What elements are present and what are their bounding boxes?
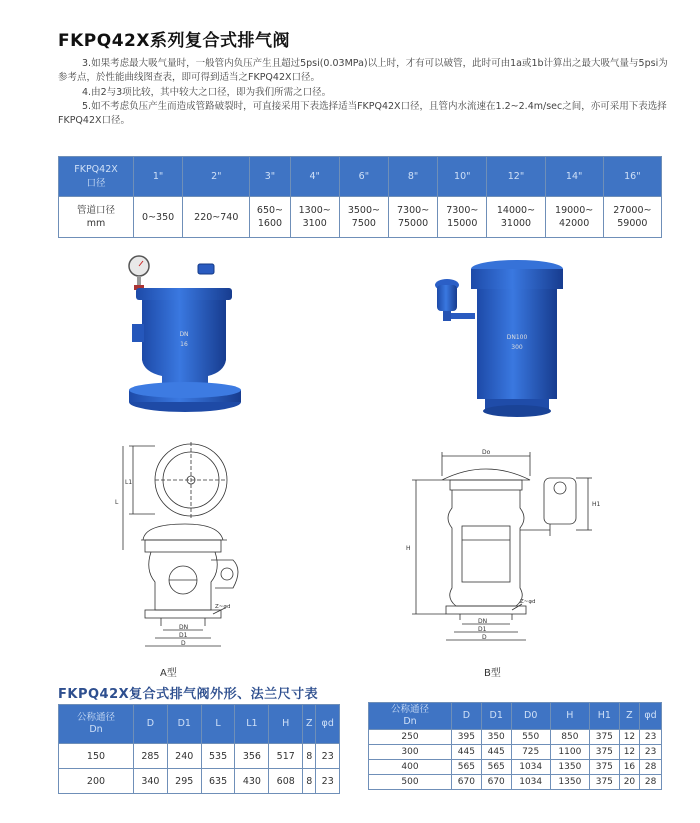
range-line: 0~350 <box>142 211 175 223</box>
table-a-header-cell: Z <box>303 705 316 744</box>
table-cell: 670 <box>481 775 511 790</box>
size-cell: 2" <box>183 157 250 197</box>
table-cell: 300 <box>369 745 452 760</box>
table-b-header-cell: D0 <box>511 703 550 730</box>
table-b-header-cell: φd <box>640 703 662 730</box>
size-table-range-row <box>59 197 662 238</box>
valve-photo-a <box>112 252 252 424</box>
table-b-header-cell <box>369 703 452 730</box>
size-cell: 3" <box>250 157 290 197</box>
range-line: 1600 <box>257 218 283 229</box>
dim-label-z: Z~φd <box>215 604 231 610</box>
range-line: 27000~ <box>613 205 652 216</box>
dim-label-h: H <box>406 545 411 552</box>
range-cell <box>388 197 437 238</box>
table-cell: 340 <box>134 769 168 794</box>
range-line: 59000 <box>617 218 648 229</box>
caption-a: A型 <box>160 668 177 679</box>
table-cell: 670 <box>452 775 482 790</box>
table-cell: 23 <box>316 744 340 769</box>
range-line: 14000~ <box>496 205 536 216</box>
table-cell: 28 <box>640 775 662 790</box>
dim-label-d: D <box>482 634 487 641</box>
valve-photo-b <box>425 255 575 430</box>
header-label-line: FKPQ42X <box>74 164 118 175</box>
header-line: Dn <box>403 716 417 727</box>
range-line: 75000 <box>397 218 429 229</box>
table-cell: 608 <box>269 769 303 794</box>
valve-b-body-text: 300 <box>511 344 523 351</box>
table-b-header-cell: Z <box>619 703 639 730</box>
table-cell: 16 <box>619 760 639 775</box>
dimension-table-a <box>58 704 340 794</box>
caption-b: B型 <box>484 668 501 679</box>
size-selection-table <box>58 156 662 238</box>
table-cell: 285 <box>134 744 168 769</box>
range-line: 650~ <box>256 205 284 216</box>
table-row <box>369 760 662 775</box>
table-b-header-cell: D1 <box>481 703 511 730</box>
table-cell: 8 <box>303 744 316 769</box>
table-a-header-cell: L <box>201 705 235 744</box>
table-b-header-cell: H1 <box>589 703 619 730</box>
range-line: 42000 <box>559 218 590 229</box>
range-cell <box>603 197 661 238</box>
table-cell: 240 <box>167 744 201 769</box>
table-cell: 375 <box>589 775 619 790</box>
table-a-header-cell: L1 <box>235 705 269 744</box>
range-label-line: 管道口径 <box>76 205 115 216</box>
table-cell: 23 <box>640 745 662 760</box>
range-cell <box>339 197 388 238</box>
table-row <box>369 775 662 790</box>
range-label-line: mm <box>86 218 106 229</box>
size-cell: 14" <box>545 157 603 197</box>
table-cell: 1100 <box>550 745 589 760</box>
drawing-b <box>400 448 610 656</box>
range-line: 7300~ <box>397 205 430 216</box>
valve-a-body-text: DN <box>179 331 189 338</box>
header-line: 公称通径 <box>390 704 429 715</box>
table-cell: 535 <box>201 744 235 769</box>
size-table-header-label <box>59 157 134 197</box>
size-cell: 6" <box>339 157 388 197</box>
table-cell: 725 <box>511 745 550 760</box>
table-a-header-cell: D1 <box>167 705 201 744</box>
table-row <box>369 745 662 760</box>
table-cell: 12 <box>619 730 639 745</box>
paragraph-4: 4.由2与3项比较，其中较大之口径，即为我们所需之口径。 <box>82 87 332 98</box>
dim-label-l1: L1 <box>125 479 133 486</box>
table-b-header-cell: D <box>452 703 482 730</box>
dim-label-l: L <box>115 499 119 506</box>
table-cell: 1350 <box>550 775 589 790</box>
table-cell: 356 <box>235 744 269 769</box>
table-cell: 850 <box>550 730 589 745</box>
range-cell <box>438 197 487 238</box>
table-cell: 430 <box>235 769 269 794</box>
dimension-table-b <box>368 702 662 790</box>
range-line: 7300~ <box>446 205 479 216</box>
range-line: 7500 <box>351 218 376 229</box>
table-cell: 445 <box>481 745 511 760</box>
range-cell <box>290 197 339 238</box>
range-cell <box>487 197 545 238</box>
table-cell: 400 <box>369 760 452 775</box>
table-a-header-cell: H <box>269 705 303 744</box>
paragraph-3: 3.如果考虑最大吸气量时，一般管内负压产生且超过5psi(0.03MPa)以上时，才有可以破管，此时可由1a或1b计算出之最大吸气量与5psi为参考点，於性能曲线图查表，即可得到适当之FKPQ42X口径。 <box>58 58 668 83</box>
dim-label-dn: DN <box>179 624 189 631</box>
range-line: 31000 <box>500 218 532 229</box>
range-cell <box>134 197 183 238</box>
size-cell: 12" <box>487 157 545 197</box>
size-table-header-row <box>59 157 662 197</box>
table-cell: 250 <box>369 730 452 745</box>
table-cell: 23 <box>316 769 340 794</box>
table-cell: 1350 <box>550 760 589 775</box>
table-cell: 23 <box>640 730 662 745</box>
paragraph-5: 5.如不考虑负压产生而造成管路破裂时，可直接采用下表选择适当FKPQ42X口径，且管内水流速在1.2~2.4m/sec之间，亦可采用下表选择FKPQ42X口径。 <box>58 101 667 126</box>
range-line: 220~740 <box>194 211 239 223</box>
table-cell: 295 <box>167 769 201 794</box>
dim-label-z: Z~φd <box>520 599 536 605</box>
drawing-a <box>115 440 255 665</box>
size-cell: 4" <box>290 157 339 197</box>
table-cell: 1034 <box>511 760 550 775</box>
dim-label-dn: DN <box>478 618 488 625</box>
dim-label-h1: H1 <box>592 501 601 508</box>
dim-label-d1: D1 <box>478 626 487 633</box>
range-line: 3100 <box>302 218 327 229</box>
size-cell: 10" <box>438 157 487 197</box>
table-cell: 1034 <box>511 775 550 790</box>
dim-label-d1: D1 <box>179 632 188 639</box>
table-a-header-row <box>59 705 340 744</box>
valve-a-body-text: 16 <box>180 341 188 348</box>
range-cell <box>545 197 603 238</box>
valve-b-body-text: DN100 <box>506 334 528 341</box>
range-cell <box>183 197 250 238</box>
table-a-header-cell: D <box>134 705 168 744</box>
dimension-table-title: FKPQ42X复合式排气阀外形、法兰尺寸表 <box>58 687 319 702</box>
table-cell: 28 <box>640 760 662 775</box>
table-cell: 550 <box>511 730 550 745</box>
range-line: 1300~ <box>298 205 331 216</box>
table-b-header-cell: H <box>550 703 589 730</box>
table-cell: 500 <box>369 775 452 790</box>
header-line: Dn <box>89 724 103 735</box>
table-a-header-cell <box>59 705 134 744</box>
table-cell: 565 <box>481 760 511 775</box>
table-cell: 200 <box>59 769 134 794</box>
header-line: 公称通径 <box>76 712 115 723</box>
size-cell: 16" <box>603 157 661 197</box>
table-row <box>59 769 340 794</box>
table-cell: 635 <box>201 769 235 794</box>
table-row <box>59 744 340 769</box>
table-cell: 20 <box>619 775 639 790</box>
size-cell: 8" <box>388 157 437 197</box>
table-cell: 375 <box>589 730 619 745</box>
header-label-line: 口径 <box>86 178 106 189</box>
dim-label-d: D <box>181 640 186 647</box>
table-cell: 517 <box>269 744 303 769</box>
range-line: 3500~ <box>347 205 380 216</box>
table-cell: 150 <box>59 744 134 769</box>
table-a-header-cell: φd <box>316 705 340 744</box>
table-cell: 565 <box>452 760 482 775</box>
size-cell: 1" <box>134 157 183 197</box>
table-b-header-row <box>369 703 662 730</box>
range-row-label <box>59 197 134 238</box>
page-title: FKPQ42X系列复合式排气阀 <box>58 31 290 51</box>
range-line: 19000~ <box>555 205 594 216</box>
range-line: 15000 <box>447 218 478 229</box>
table-cell: 375 <box>589 760 619 775</box>
table-cell: 8 <box>303 769 316 794</box>
table-cell: 445 <box>452 745 482 760</box>
table-cell: 12 <box>619 745 639 760</box>
table-cell: 395 <box>452 730 482 745</box>
dim-label-do: Do <box>482 449 491 456</box>
table-cell: 350 <box>481 730 511 745</box>
table-cell: 375 <box>589 745 619 760</box>
table-row <box>369 730 662 745</box>
range-cell <box>250 197 290 238</box>
